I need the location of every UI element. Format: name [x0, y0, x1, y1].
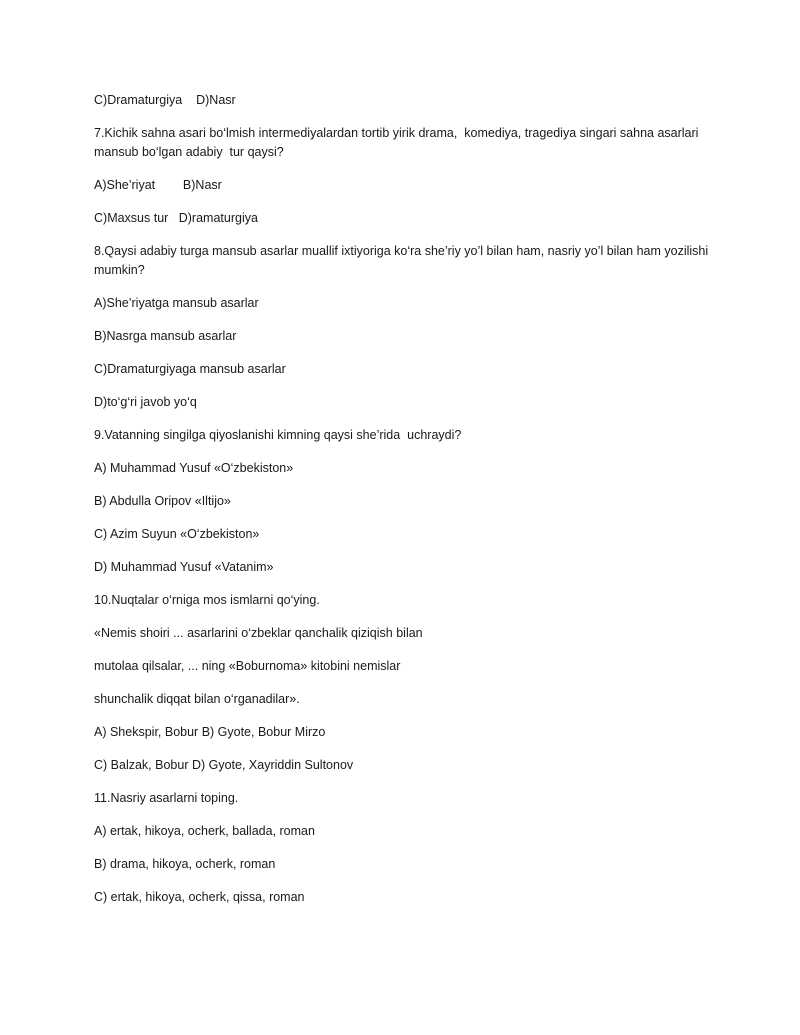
question-10-quote-line-3: shunchalik diqqat bilan o‘rganadilar». [94, 692, 300, 706]
answer-line-c-d-q7: C)Maxsus tur D)ramaturgiya [94, 211, 258, 225]
answer-a-q9: A) Muhammad Yusuf «O‘zbekiston» [94, 461, 294, 475]
answer-d-q9: D) Muhammad Yusuf «Vatanim» [94, 560, 274, 574]
answer-line-c-d-q10: C) Balzak, Bobur D) Gyote, Xayriddin Sultonov [94, 758, 354, 772]
answer-a-q8: A)She’riyatga mansub asarlar [94, 296, 259, 310]
question-11: 11.Nasriy asarlarni toping. [94, 791, 239, 805]
answer-line-a-b-q7: A)She’riyat B)Nasr [94, 178, 222, 192]
question-8: 8.Qaysi adabiy turga mansub asarlar muallif ixtiyoriga ko‘ra she’riy yo’l bilan ham, nasriy yo’l bilan ham yozilishi mumkin? [94, 244, 712, 277]
question-7: 7.Kichik sahna asari bo‘lmish intermediyalardan tortib yirik drama, komediya, tragediya singari sahna asarlari mansub bo‘lgan adabiy tur qaysi? [94, 126, 702, 159]
answer-line-c-d-q6: C)Dramaturgiya D)Nasr [94, 93, 236, 107]
answer-b-q8: B)Nasrga mansub asarlar [94, 329, 237, 343]
question-10: 10.Nuqtalar o‘rniga mos ismlarni qo‘ying. [94, 593, 320, 607]
question-10-quote-line-1: «Nemis shoiri ... asarlarini o‘zbeklar qanchalik qiziqish bilan [94, 626, 423, 640]
answer-b-q11: B) drama, hikoya, ocherk, roman [94, 857, 276, 871]
document-body [94, 91, 714, 921]
answer-line-a-b-q10: A) Shekspir, Bobur B) Gyote, Bobur Mirzo [94, 725, 326, 739]
question-10-quote-line-2: mutolaa qilsalar, ... ning «Boburnoma» kitobini nemislar [94, 659, 401, 673]
answer-c-q11: C) ertak, hikoya, ocherk, qissa, roman [94, 890, 305, 904]
answer-b-q9: B) Abdulla Oripov «Iltijo» [94, 494, 231, 508]
answer-c-q9: C) Azim Suyun «O‘zbekiston» [94, 527, 260, 541]
answer-d-q8: D)to‘g‘ri javob yo‘q [94, 395, 197, 409]
answer-a-q11: A) ertak, hikoya, ocherk, ballada, roman [94, 824, 315, 838]
question-9: 9.Vatanning singilga qiyoslanishi kimning qaysi she’rida uchraydi? [94, 428, 462, 442]
answer-c-q8: C)Dramaturgiyaga mansub asarlar [94, 362, 286, 376]
